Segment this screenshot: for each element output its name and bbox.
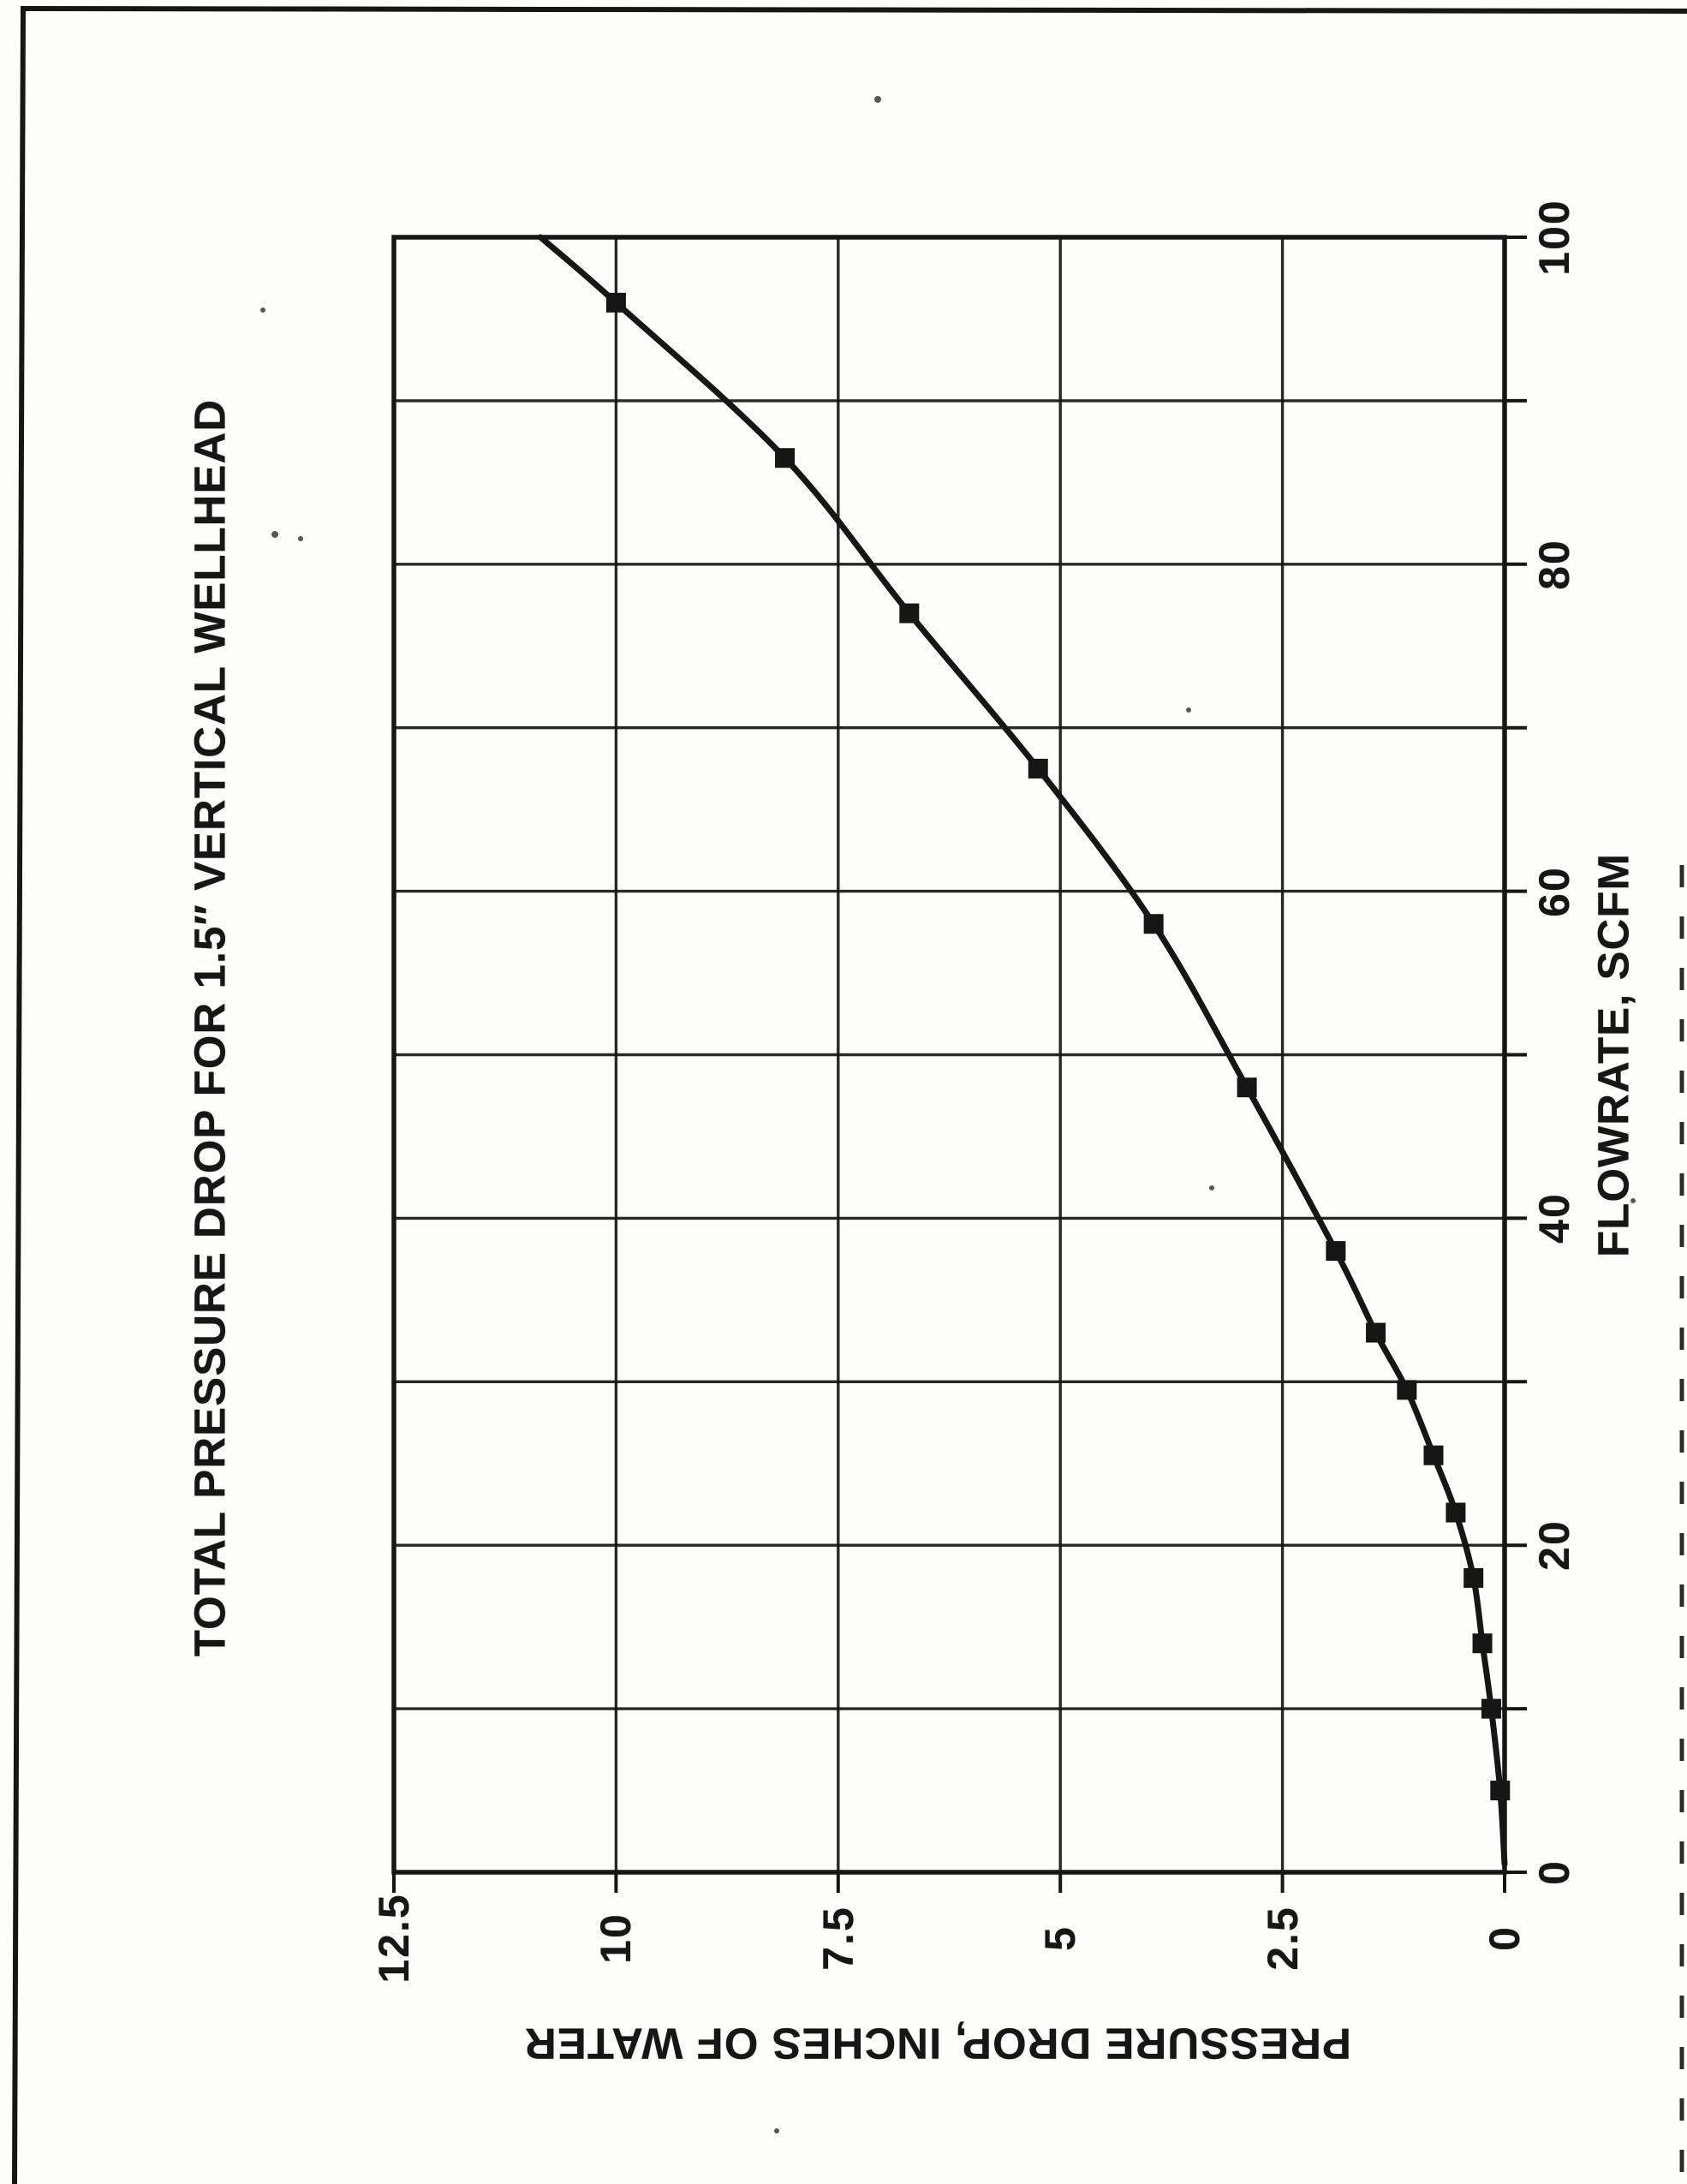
data-point-marker-14	[1473, 1633, 1493, 1653]
data-point-marker-96	[606, 293, 626, 313]
data-point-marker-48	[1237, 1077, 1257, 1097]
y-tick-label-10: 10	[592, 1912, 641, 1964]
data-point-marker-86.5	[775, 448, 795, 468]
x-tick-label-80: 80	[1530, 538, 1578, 590]
y-tick-label-12.5: 12.5	[370, 1893, 418, 1984]
chart-title: TOTAL PRESSURE DROP FOR 1.5″ VERTICAL WELLHEAD	[185, 398, 235, 1657]
scan-speck-5	[1209, 1185, 1214, 1190]
y-tick-label-0: 0	[1481, 1925, 1529, 1951]
data-point-marker-18	[1463, 1568, 1483, 1588]
data-point-marker-33	[1366, 1323, 1386, 1343]
page-border-top	[21, 9, 1687, 11]
y-tick-label-7.5: 7.5	[814, 1906, 862, 1971]
data-series-curve	[540, 237, 1505, 1865]
scan-speck-7	[774, 2128, 779, 2133]
y-axis-label: PRESSURE DROP, INCHES OF WATER	[523, 2019, 1352, 2068]
scan-speck-1	[271, 531, 278, 538]
data-point-marker-10	[1481, 1699, 1501, 1719]
y-tick-label-5: 5	[1036, 1925, 1085, 1951]
x-tick-label-100: 100	[1530, 199, 1578, 276]
data-point-marker-29.5	[1397, 1380, 1416, 1399]
data-point-marker-67.5	[1028, 759, 1048, 779]
scan-speck-3	[874, 96, 881, 103]
scan-speck-4	[1186, 707, 1191, 713]
x-tick-label-40: 40	[1530, 1192, 1578, 1244]
x-tick-label-20: 20	[1530, 1519, 1578, 1571]
data-point-marker-77	[899, 604, 919, 624]
x-axis-label: FLOWRATE, SCFM	[1589, 853, 1638, 1257]
data-point-marker-25.5	[1423, 1446, 1443, 1465]
page-border-left	[15, 7, 23, 2184]
data-point-marker-5	[1490, 1781, 1510, 1800]
x-tick-label-0: 0	[1530, 1859, 1578, 1885]
scan-speck-2	[298, 536, 303, 541]
data-point-marker-58	[1144, 914, 1164, 934]
data-point-marker-38	[1326, 1241, 1345, 1261]
scan-speck-0	[260, 307, 265, 313]
x-tick-label-60: 60	[1530, 865, 1578, 917]
y-tick-label-2.5: 2.5	[1258, 1906, 1307, 1971]
data-point-marker-22	[1446, 1503, 1465, 1523]
